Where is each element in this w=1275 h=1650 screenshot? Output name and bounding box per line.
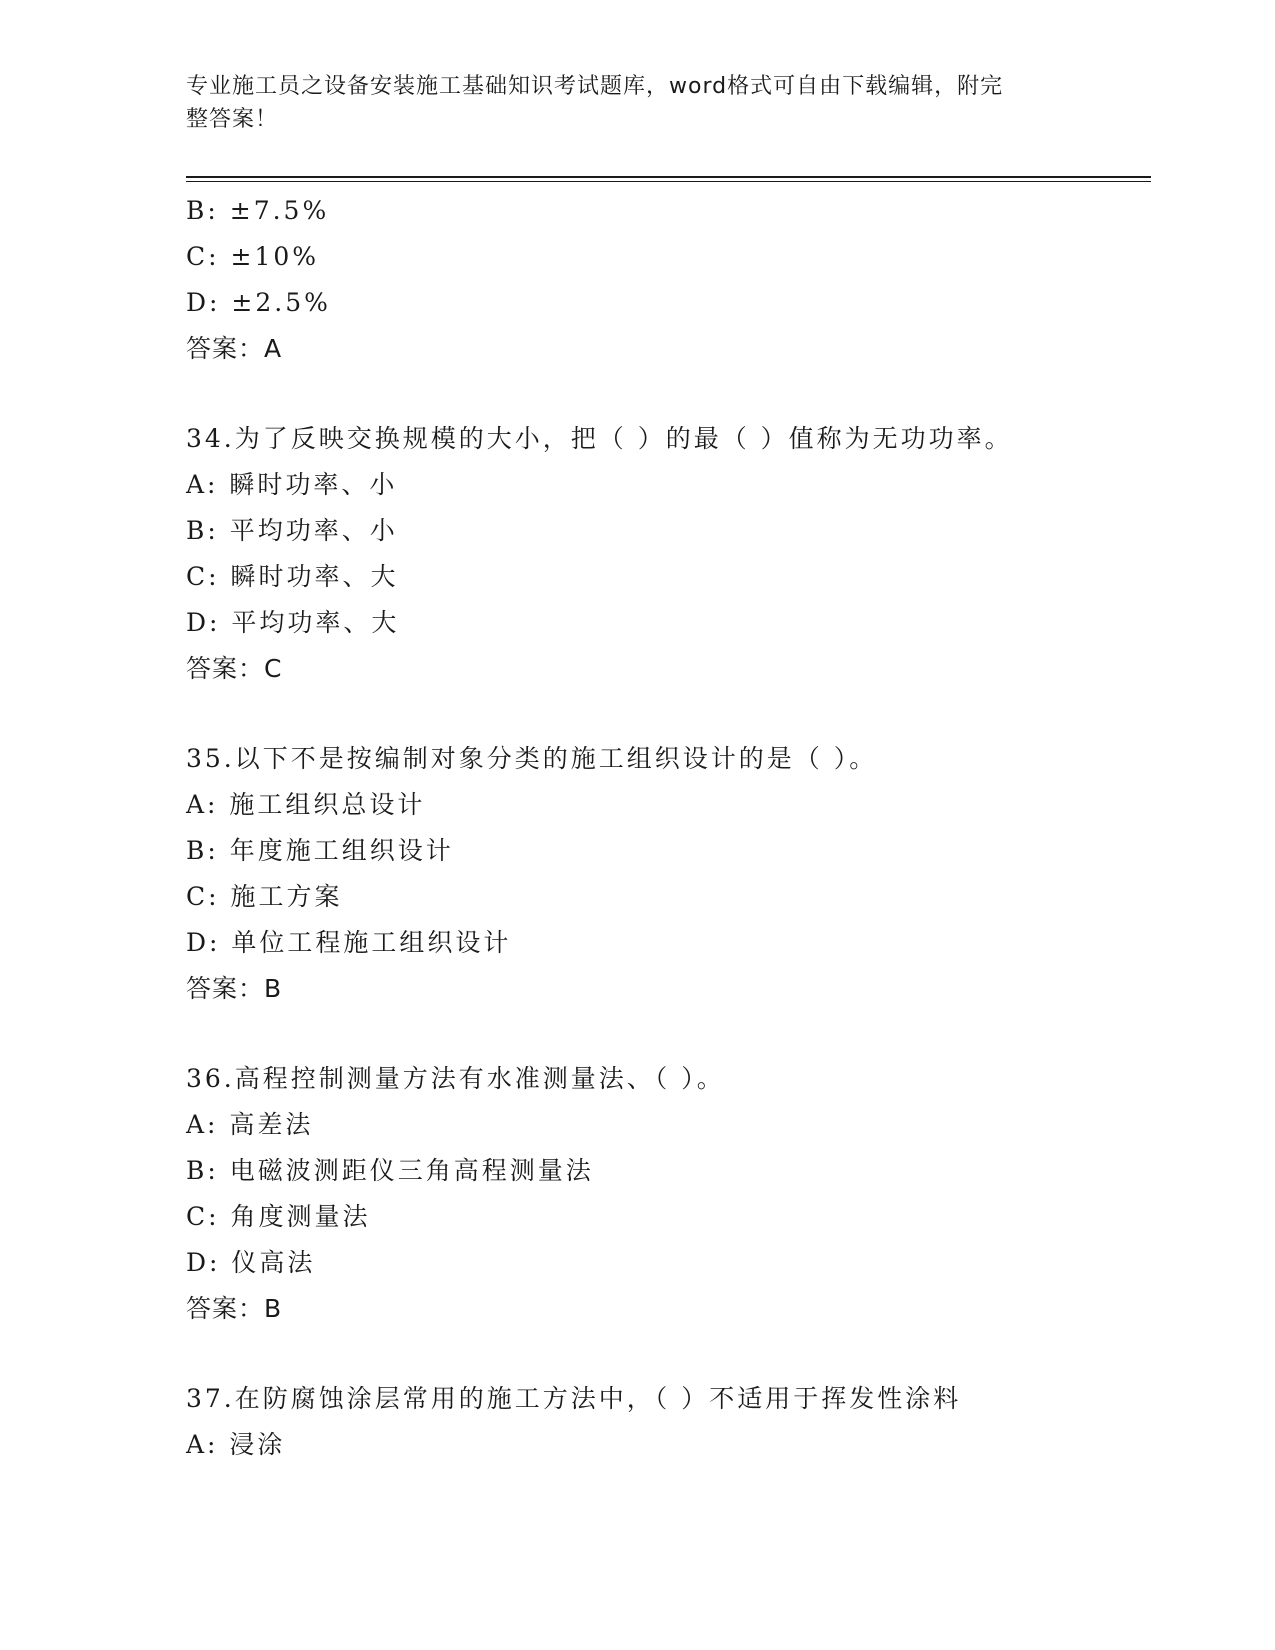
option-a: A: 浸涂: [186, 1430, 286, 1459]
question-text: 35.以下不是按编制对象分类的施工组织设计的是（ ）。: [186, 744, 878, 773]
spacer: [186, 692, 1146, 736]
question-block-36: [186, 1056, 1146, 1332]
option-d: D: 单位工程施工组织设计: [186, 928, 512, 957]
question-list: [186, 188, 1146, 1468]
spacer: [186, 372, 1146, 416]
option-d: D: 仪高法: [186, 1248, 316, 1277]
option-a: A: 施工组织总设计: [186, 790, 426, 819]
option-c: C: ±10%: [186, 242, 320, 271]
header-divider-thin: [186, 181, 1151, 182]
page-header: [186, 70, 1086, 136]
answer-line: 答案：B: [186, 1294, 283, 1323]
question-text: 37.在防腐蚀涂层常用的施工方法中，（ ）不适用于挥发性涂料: [186, 1384, 962, 1413]
answer-line: 答案：B: [186, 974, 283, 1003]
option-b: B: 年度施工组织设计: [186, 836, 454, 865]
option-b: B: ±7.5%: [186, 196, 330, 225]
option-c: C: 瞬时功率、大: [186, 562, 399, 591]
header-divider-thick: [186, 176, 1151, 178]
question-block-34: [186, 416, 1146, 692]
question-block-37: [186, 1376, 1146, 1468]
option-c: C: 角度测量法: [186, 1202, 371, 1231]
option-a: A: 高差法: [186, 1110, 314, 1139]
spacer: [186, 1332, 1146, 1376]
question-block-35: [186, 736, 1146, 1012]
option-a: A: 瞬时功率、小: [186, 470, 398, 499]
spacer: [186, 1012, 1146, 1056]
option-d: D: ±2.5%: [186, 288, 331, 317]
option-b: B: 平均功率、小: [186, 516, 398, 545]
option-b: B: 电磁波测距仪三角高程测量法: [186, 1156, 594, 1185]
option-c: C: 施工方案: [186, 882, 343, 911]
question-block-33: [186, 188, 1146, 372]
question-text: 34.为了反映交换规模的大小，把（ ）的最（ ）值称为无功功率。: [186, 424, 1013, 453]
answer-line: 答案：C: [186, 654, 283, 683]
header-line-2: 整答案！: [186, 107, 279, 132]
option-d: D: 平均功率、大: [186, 608, 400, 637]
header-line-1: 专业施工员之设备安装施工基础知识考试题库，word格式可自由下载编辑，附完: [186, 74, 1004, 99]
answer-line: 答案：A: [186, 334, 283, 363]
question-text: 36.高程控制测量方法有水准测量法、（ ）。: [186, 1064, 725, 1093]
